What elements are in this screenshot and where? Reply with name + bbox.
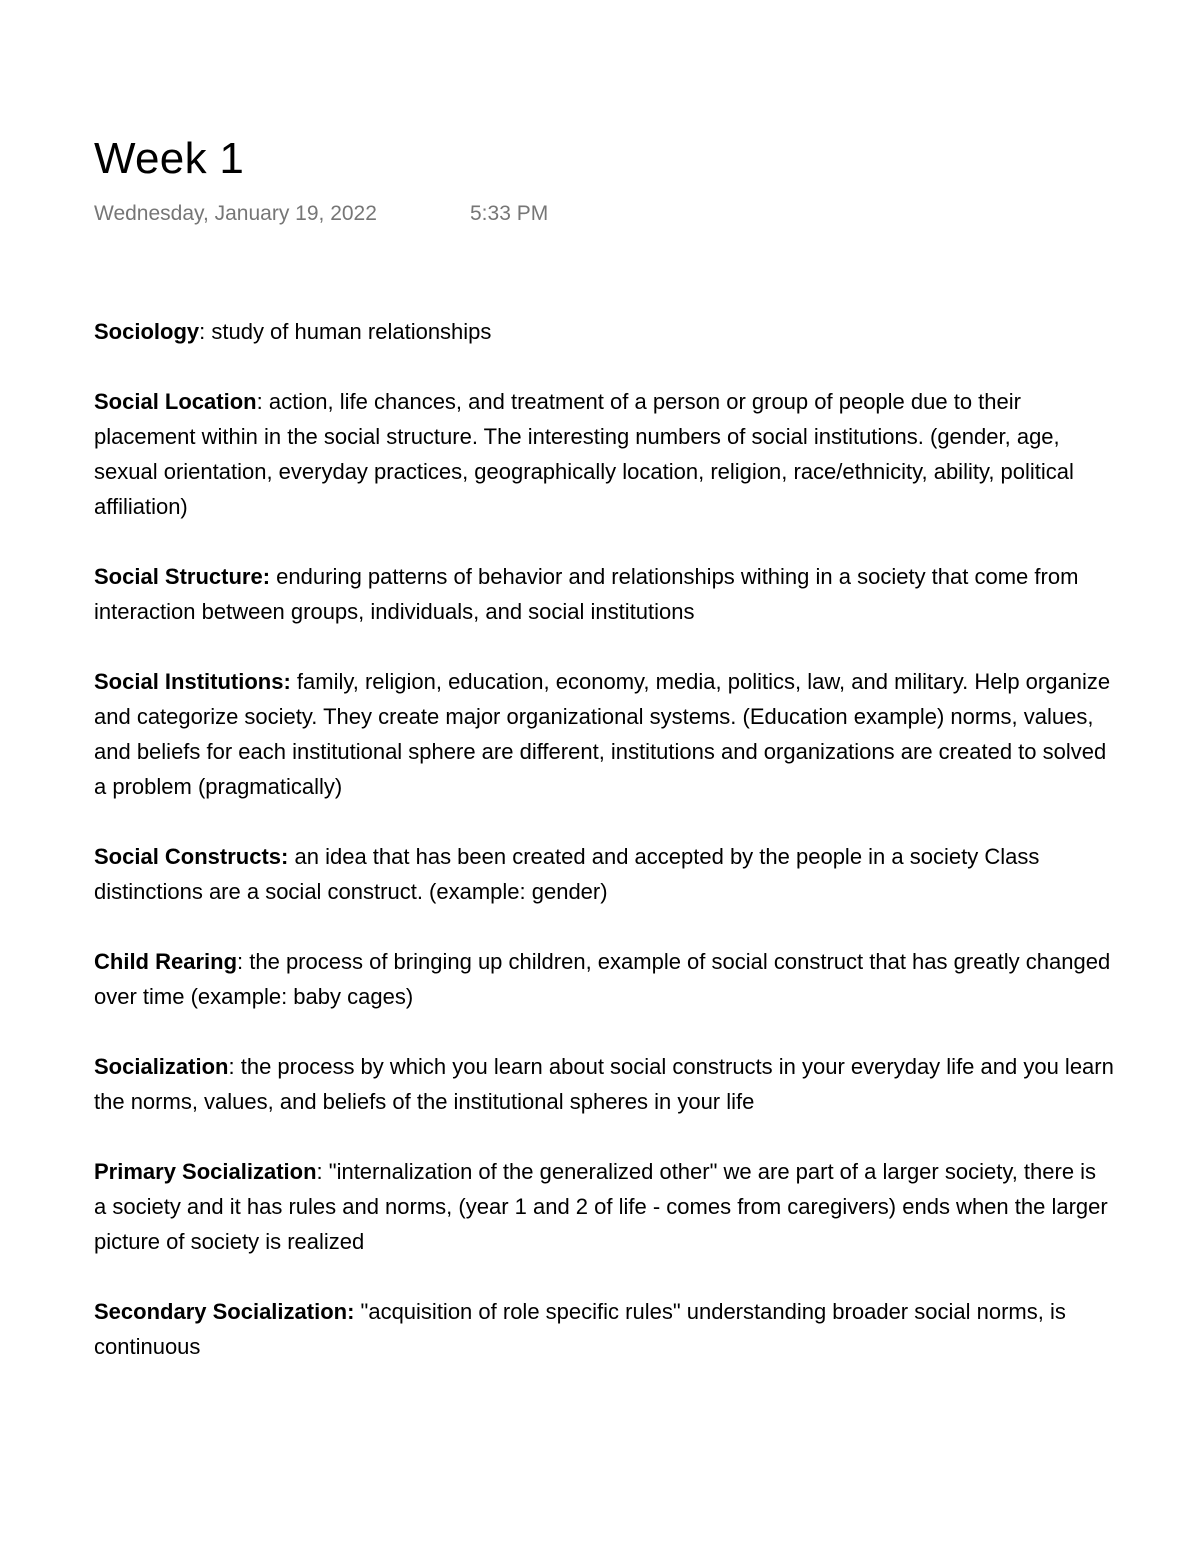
note-entry (94, 384, 1114, 524)
term-label: Child Rearing (94, 949, 238, 974)
term-separator: : (237, 949, 250, 974)
note-entry (94, 1154, 1114, 1259)
page-time: 5:33 PM (470, 202, 549, 225)
term-definition: family, religion, education, economy, media, politics, law, and military. Help organize and categorize society. They create major organizational systems. (Education example) norms, values, and beliefs for each institutional sphere are different, institutions and organizations are created to solved a problem (pragmatically) (94, 669, 1111, 799)
note-entry (94, 944, 1114, 1014)
note-entry (94, 1049, 1114, 1119)
note-entry (94, 559, 1114, 629)
term-label: Sociology (94, 319, 200, 344)
page-title: Week 1 (94, 134, 245, 183)
note-entry (94, 839, 1114, 909)
term-definition: an idea that has been created and accepted by the people in a society Class distinctions are a social construct. (example: gender) (94, 844, 1040, 904)
note-entry (94, 314, 1114, 349)
term-definition: "acquisition of role specific rules" understanding broader social norms, is continuous (94, 1299, 1066, 1359)
term-definition: the process by which you learn about social constructs in your everyday life and you learn the norms, values, and beliefs of the institutional spheres in your life (94, 1054, 1114, 1114)
term-definition: action, life chances, and treatment of a person or group of people due to their placement within in the social structure. The interesting numbers of social institutions. (gender, age, sexual orientation, everyday practices, geographically location, religion, race/ethnicity, ability, political affiliation) (94, 389, 1074, 519)
term-label: Primary Socialization (94, 1159, 317, 1184)
page-date: Wednesday, January 19, 2022 (94, 202, 377, 225)
term-label: Social Constructs: (94, 844, 289, 869)
term-separator: : (256, 389, 269, 414)
term-separator: : (316, 1159, 329, 1184)
note-body (94, 314, 1114, 1399)
term-definition: enduring patterns of behavior and relationships withing in a society that come from interaction between groups, individuals, and social institutions (94, 564, 1079, 624)
term-label: Social Location (94, 389, 257, 414)
term-definition: the process of bringing up children, example of social construct that has greatly changed over time (example: baby cages) (94, 949, 1111, 1009)
term-definition: study of human relationships (211, 319, 492, 344)
page-timestamp (94, 200, 549, 228)
term-separator: : (228, 1054, 241, 1079)
term-separator: : (199, 319, 212, 344)
term-label: Social Institutions: (94, 669, 291, 694)
note-entry (94, 1294, 1114, 1364)
term-definition: "internalization of the generalized other" we are part of a larger society, there is a society and it has rules and norms, (year 1 and 2 of life - comes from caregivers) ends when the larger picture of society is realized (94, 1159, 1108, 1254)
term-label: Secondary Socialization: (94, 1299, 355, 1324)
note-entry (94, 664, 1114, 804)
term-label: Social Structure: (94, 564, 271, 589)
term-label: Socialization (94, 1054, 229, 1079)
